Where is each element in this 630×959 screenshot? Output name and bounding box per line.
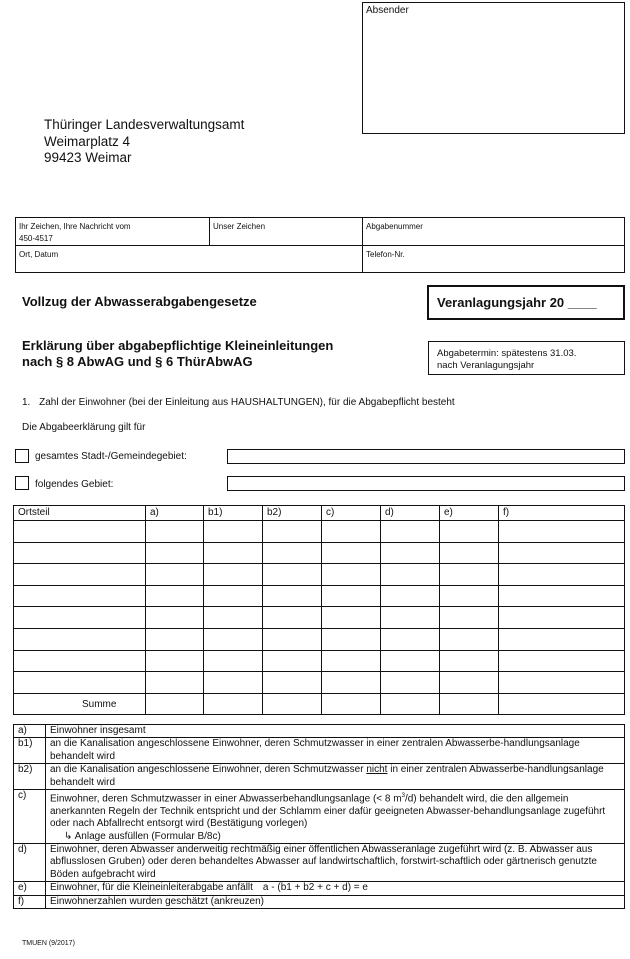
value-cell[interactable] <box>146 521 204 543</box>
legend-key: b1) <box>14 738 46 764</box>
value-cell[interactable] <box>381 628 440 650</box>
sum-row <box>14 693 625 715</box>
form-id: TMUEN (9/2017) <box>22 940 75 947</box>
subtitle-line-2: nach § 8 AbwAG und § 6 ThürAbwAG <box>22 354 253 369</box>
value-cell[interactable] <box>263 521 322 543</box>
applies-to-label: Die Abgabeerklärung gilt für <box>22 422 146 433</box>
legend-text-post: in einer zentralen Abwasserbe-handlungsanlage behandelt wird <box>50 764 604 788</box>
page-title: Vollzug der Abwasserabgabengesetze <box>22 294 257 309</box>
value-cell[interactable] <box>440 585 499 607</box>
value-cell[interactable] <box>499 585 625 607</box>
entire-area-label: gesamtes Stadt-/Gemeindegebiet: <box>35 451 187 462</box>
legend-text-pre: Einwohner, deren Schmutzwasser in einer Abwasserbehandlungsanlage (< 8 m <box>50 793 402 805</box>
column-header-a: a) <box>146 506 204 521</box>
value-cell[interactable] <box>499 628 625 650</box>
value-cell[interactable] <box>322 650 381 672</box>
column-header-b1: b1) <box>204 506 263 521</box>
table-row <box>14 672 625 694</box>
value-cell[interactable] <box>322 542 381 564</box>
ortsteil-cell[interactable] <box>14 585 146 607</box>
sum-cell[interactable] <box>146 693 204 715</box>
sender-label: Absender <box>366 5 409 16</box>
value-cell[interactable] <box>204 521 263 543</box>
form-subtitle <box>22 338 333 370</box>
legend-text <box>46 882 625 895</box>
value-cell[interactable] <box>204 564 263 586</box>
value-cell[interactable] <box>146 628 204 650</box>
sum-cell[interactable] <box>440 693 499 715</box>
legend-formula: a - (b1 + b2 + c + d) = e <box>262 882 368 894</box>
value-cell[interactable] <box>440 607 499 629</box>
legend-key: a) <box>14 725 46 738</box>
sum-cell[interactable] <box>381 693 440 715</box>
ortsteil-cell[interactable] <box>14 542 146 564</box>
legend-row-b2 <box>14 764 625 790</box>
value-cell[interactable] <box>440 564 499 586</box>
value-cell[interactable] <box>204 672 263 694</box>
abgabenummer-field[interactable] <box>363 218 625 246</box>
year-box[interactable] <box>427 285 625 320</box>
legend-text: Einwohner insgesamt <box>46 725 625 738</box>
value-cell[interactable] <box>204 628 263 650</box>
legend-text-pre: an die Kanalisation angeschlossene Einwohner, deren Schmutzwasser <box>50 764 367 776</box>
sum-cell[interactable] <box>499 693 625 715</box>
column-header-d: d) <box>381 506 440 521</box>
value-cell[interactable] <box>322 628 381 650</box>
recipient-line-3: 99423 Weimar <box>44 150 132 165</box>
value-cell[interactable] <box>381 542 440 564</box>
table-row <box>14 650 625 672</box>
value-cell[interactable] <box>440 521 499 543</box>
value-cell[interactable] <box>263 650 322 672</box>
ortsteil-cell[interactable] <box>14 564 146 586</box>
value-cell[interactable] <box>322 672 381 694</box>
sum-cell[interactable] <box>322 693 381 715</box>
column-header-ortsteil: Ortsteil <box>14 506 146 521</box>
deadline-box <box>428 341 625 375</box>
legend-text: Einwohner, deren Abwasser anderweitig rechtmäßig einer öffentlichen Abwasseranlage zugeführt wird (z. B. Abwasser aus abflusslosen Gruben) oder deren behandeltes Abwasser auf landwirtschaftlich, forstwirt-schaftlich oder gärtnerisch genutzte Böden aufgebracht wird <box>46 843 625 881</box>
telefon-label: Telefon-Nr. <box>366 250 405 259</box>
value-cell[interactable] <box>263 542 322 564</box>
unser-zeichen-label: Unser Zeichen <box>213 222 266 231</box>
value-cell[interactable] <box>146 607 204 629</box>
value-cell[interactable] <box>381 585 440 607</box>
section-1-text: Zahl der Einwohner (bei der Einleitung aus HAUSHALTUNGEN), für die Abgabepflicht besteht <box>39 397 455 408</box>
entire-area-input[interactable] <box>227 449 625 464</box>
value-cell[interactable] <box>322 607 381 629</box>
table-row <box>14 628 625 650</box>
recipient-address <box>44 117 244 167</box>
ortsteil-cell[interactable] <box>14 607 146 629</box>
legend-text-emphasis: nicht <box>366 764 388 776</box>
specific-area-input[interactable] <box>227 476 625 491</box>
ihr-zeichen-field[interactable] <box>16 218 210 246</box>
telefon-field[interactable] <box>363 246 625 273</box>
abgabenummer-label: Abgabenummer <box>366 222 423 231</box>
value-cell[interactable] <box>499 672 625 694</box>
value-cell[interactable] <box>146 542 204 564</box>
value-cell[interactable] <box>146 585 204 607</box>
legend-row-e <box>14 882 625 895</box>
legend-key: b2) <box>14 764 46 790</box>
value-cell[interactable] <box>381 672 440 694</box>
sum-label: Summe <box>14 693 146 715</box>
value-cell[interactable] <box>322 564 381 586</box>
table-row <box>14 521 625 543</box>
value-cell[interactable] <box>204 607 263 629</box>
value-cell[interactable] <box>440 650 499 672</box>
legend-row-c <box>14 790 625 844</box>
value-cell[interactable] <box>263 628 322 650</box>
deadline-text <box>437 348 576 371</box>
table-row <box>14 542 625 564</box>
value-cell[interactable] <box>381 521 440 543</box>
value-cell[interactable] <box>263 585 322 607</box>
sum-cell[interactable] <box>204 693 263 715</box>
subtitle-line-1: Erklärung über abgabepflichtige Kleineinleitungen <box>22 338 334 353</box>
legend-text: Einwohnerzahlen wurden geschätzt (ankreuzen) <box>46 895 625 908</box>
legend-note-text: Anlage ausfüllen (Formular B/8c) <box>74 830 221 842</box>
ihr-zeichen-value: 450-4517 <box>19 234 53 243</box>
arrow-hook-icon: ↳ <box>64 830 73 842</box>
value-cell[interactable] <box>263 607 322 629</box>
sum-cell[interactable] <box>263 693 322 715</box>
value-cell[interactable] <box>381 607 440 629</box>
checkbox-entire-area[interactable] <box>15 449 29 463</box>
reference-table <box>15 217 625 273</box>
legend-key: c) <box>14 790 46 844</box>
legend-text-superscript: 3 <box>401 793 405 800</box>
value-cell[interactable] <box>146 672 204 694</box>
value-cell[interactable] <box>440 628 499 650</box>
table-row <box>14 607 625 629</box>
section-1-heading <box>22 397 455 408</box>
value-cell[interactable] <box>322 585 381 607</box>
ortsteil-cell[interactable] <box>14 672 146 694</box>
value-cell[interactable] <box>499 607 625 629</box>
column-header-e: e) <box>440 506 499 521</box>
ort-datum-label: Ort, Datum <box>19 250 59 259</box>
value-cell[interactable] <box>440 542 499 564</box>
value-cell[interactable] <box>381 564 440 586</box>
legend-key: f) <box>14 895 46 908</box>
value-cell[interactable] <box>146 564 204 586</box>
legend-row-f <box>14 895 625 908</box>
residents-table <box>13 505 625 715</box>
value-cell[interactable] <box>440 672 499 694</box>
value-cell[interactable] <box>322 521 381 543</box>
sender-box[interactable] <box>362 2 625 134</box>
column-header-f: f) <box>499 506 625 521</box>
year-label: Veranlagungsjahr 20 ____ <box>437 295 597 310</box>
legend-row-b1 <box>14 738 625 764</box>
value-cell[interactable] <box>499 564 625 586</box>
value-cell[interactable] <box>204 542 263 564</box>
value-cell[interactable] <box>263 564 322 586</box>
ort-datum-field[interactable] <box>16 246 363 273</box>
value-cell[interactable] <box>263 672 322 694</box>
legend-text-post: /d) behandelt wird, die den allgemein anerkannten Regeln der Technik entspricht und der Schlamm einer dafür geeigneten Abwasser-behandlungsanlage zugeführt oder nach Abfallrecht entsorgt wird (Bestätigung vorlegen) <box>50 793 606 830</box>
value-cell[interactable] <box>381 650 440 672</box>
table-row <box>14 564 625 586</box>
legend-key: d) <box>14 843 46 881</box>
legend-note <box>50 831 621 843</box>
legend-text <box>46 790 625 844</box>
value-cell[interactable] <box>146 650 204 672</box>
legend-row-d <box>14 843 625 881</box>
legend-text-main: Einwohner, für die Kleineinleiterabgabe anfällt <box>50 882 253 894</box>
ortsteil-cell[interactable] <box>14 628 146 650</box>
ortsteil-cell[interactable] <box>14 650 146 672</box>
legend-table <box>13 724 625 909</box>
column-header-b2: b2) <box>263 506 322 521</box>
value-cell[interactable] <box>499 521 625 543</box>
legend-text <box>46 764 625 790</box>
deadline-line-2: nach Veranlagungsjahr <box>437 359 535 371</box>
legend-row-a <box>14 725 625 738</box>
ortsteil-cell[interactable] <box>14 521 146 543</box>
legend-key: e) <box>14 882 46 895</box>
recipient-line-2: Weimarplatz 4 <box>44 133 131 149</box>
deadline-line-1: Abgabetermin: spätestens 31.03. <box>437 348 577 359</box>
checkbox-specific-area[interactable] <box>15 476 29 490</box>
value-cell[interactable] <box>499 542 625 564</box>
table-header-row <box>14 506 625 521</box>
value-cell[interactable] <box>499 650 625 672</box>
ihr-zeichen-label: Ihr Zeichen, Ihre Nachricht vom <box>19 222 131 231</box>
specific-area-label: folgendes Gebiet: <box>35 479 114 490</box>
unser-zeichen-field[interactable] <box>210 218 363 246</box>
legend-text: an die Kanalisation angeschlossene Einwohner, deren Schmutzwasser in einer zentralen Abwasserbe-handlungsanlage behandelt wird <box>46 738 625 764</box>
section-1-number: 1. <box>22 397 31 408</box>
value-cell[interactable] <box>204 650 263 672</box>
table-row <box>14 585 625 607</box>
column-header-c: c) <box>322 506 381 521</box>
recipient-line-1: Thüringer Landesverwaltungsamt <box>44 117 245 132</box>
value-cell[interactable] <box>204 585 263 607</box>
